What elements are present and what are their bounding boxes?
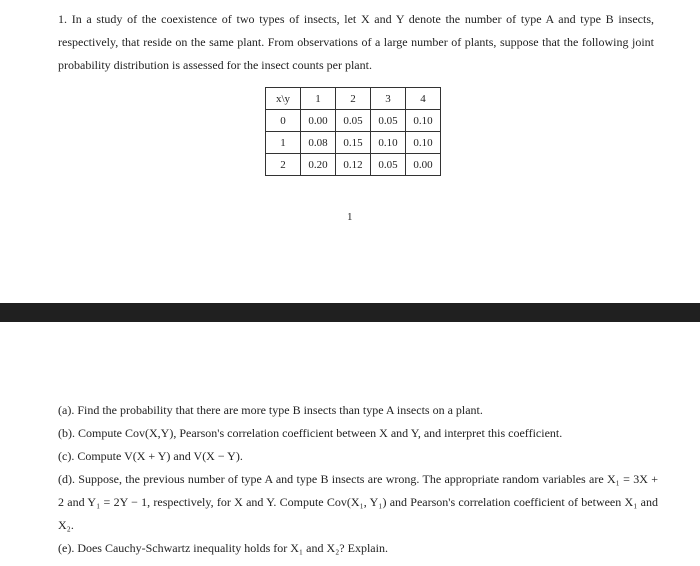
table-cell: 0.00 [406,154,441,176]
page-bottom [0,322,700,566]
page-number: 1 [347,211,353,223]
table-cell: 0.00 [301,110,336,132]
column-header: 4 [406,88,441,110]
table-header-row [266,88,441,110]
table-cell: 0.05 [336,110,371,132]
page-separator-bar [0,303,700,322]
table-corner-cell: x\y [266,88,301,110]
question-parts [58,399,658,560]
joint-probability-table [265,87,441,176]
column-header: 3 [371,88,406,110]
part-c: (c). Compute V(X + Y) and V(X − Y). [58,449,243,463]
table-cell: 0.15 [336,132,371,154]
table-row [266,154,441,176]
table-cell: 0.20 [301,154,336,176]
table-cell: 0.10 [406,132,441,154]
table-cell: 0.10 [406,110,441,132]
part-b: (b). Compute Cov(X,Y), Pearson's correlation coefficient between X and Y, and interpret this coefficient. [58,426,563,440]
part-a: (a). Find the probability that there are more type B insects than type A insects on a plant. [58,403,483,417]
row-label: 2 [266,154,301,176]
table-cell: 0.10 [371,132,406,154]
table-cell: 0.08 [301,132,336,154]
table-cell: 0.12 [336,154,371,176]
part-d: (d). Suppose, the previous number of type A and type B insects are wrong. The appropriate random variables are X₁ = 3X + 2 and Y₁ = 2Y − 1, respectively, for X and Y. Compute Cov(X₁, Y₁) and Pearson's correlation coefficient of between X₁ and X₂. [58,472,658,532]
table-row [266,132,441,154]
table-cell: 0.05 [371,110,406,132]
part-e: (e). Does Cauchy-Schwartz inequality holds for X₁ and X₂? Explain. [58,541,388,555]
table-cell: 0.05 [371,154,406,176]
column-header: 2 [336,88,371,110]
row-label: 1 [266,132,301,154]
table-row [266,110,441,132]
row-label: 0 [266,110,301,132]
problem-statement: 1. In a study of the coexistence of two types of insects, let X and Y denote the number of type A and type B insects, respectively, that reside on the same plant. From observations of a large number of plants, suppose that the following joint probability distribution is assessed for the insect counts per plant. [58,12,654,72]
column-header: 1 [301,88,336,110]
